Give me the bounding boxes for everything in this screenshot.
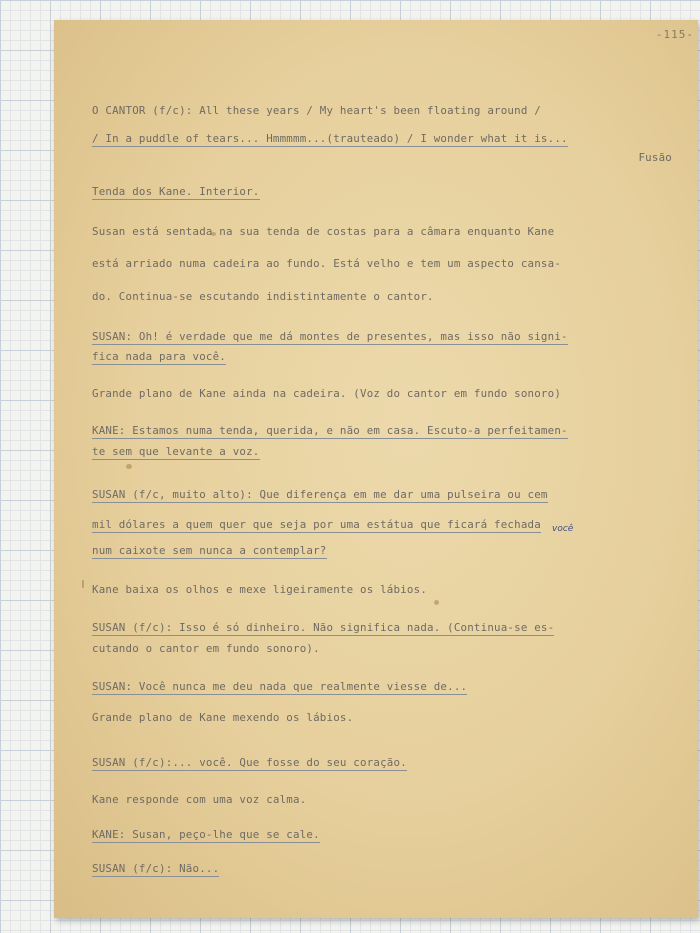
document-page: [54, 20, 698, 918]
dialogue-line: fica nada para você.: [92, 350, 227, 363]
text-line: Grande plano de Kane mexendo os lábios.: [92, 711, 354, 724]
dialogue-line: SUSAN (f/c): Isso é só dinheiro. Não significa nada. (Continua-se es-: [92, 621, 555, 634]
text-line: Grande plano de Kane ainda na cadeira. (Voz do cantor em fundo sonoro): [92, 387, 562, 400]
dialogue-line: SUSAN: Oh! é verdade que me dá montes de presentes, mas isso não signi-: [92, 330, 568, 343]
text-line: O CANTOR (f/c): All these years / My heart's been floating around /: [92, 104, 541, 117]
text-line: Kane responde com uma voz calma.: [92, 793, 307, 806]
scene-transition: Fusão: [638, 151, 672, 164]
dialogue-line: num caixote sem nunca a contemplar?: [92, 544, 327, 557]
dialogue-line: SUSAN: Você nunca me deu nada que realmente viesse de...: [92, 680, 468, 693]
dialogue-line: SUSAN (f/c, muito alto): Que diferença em me dar uma pulseira ou cem: [92, 488, 548, 501]
dialogue-line: te sem que levante a voz.: [92, 445, 260, 458]
text-line: Susan está sentada na sua tenda de costas para a câmara enquanto Kane: [92, 225, 555, 238]
text-line: do. Continua-se escutando indistintamente o cantor.: [92, 290, 434, 303]
scene-heading: Tenda dos Kane. Interior.: [92, 185, 260, 198]
text-line: Kane baixa os olhos e mexe ligeiramente os lábios.: [92, 583, 428, 596]
dialogue-line: KANE: Susan, peço-lhe que se cale.: [92, 828, 320, 841]
handwritten-note: você: [552, 524, 574, 534]
dialogue-line: SUSAN (f/c): Não...: [92, 862, 220, 875]
text-line: / In a puddle of tears... Hmmmmm...(trauteado) / I wonder what it is...: [92, 132, 568, 145]
dialogue-line: KANE: Estamos numa tenda, querida, e não em casa. Escuto-a perfeitamen-: [92, 424, 568, 437]
dialogue-line: mil dólares a quem quer que seja por uma estátua que ficará fechada: [92, 518, 541, 531]
page-number: -115-: [655, 28, 694, 41]
dialogue-line: SUSAN (f/c):... você. Que fosse do seu coração.: [92, 756, 407, 769]
dialogue-line: cutando o cantor em fundo sonoro).: [92, 642, 320, 655]
text-line: está arriado numa cadeira ao fundo. Está velho e tem um aspecto cansa-: [92, 257, 562, 270]
